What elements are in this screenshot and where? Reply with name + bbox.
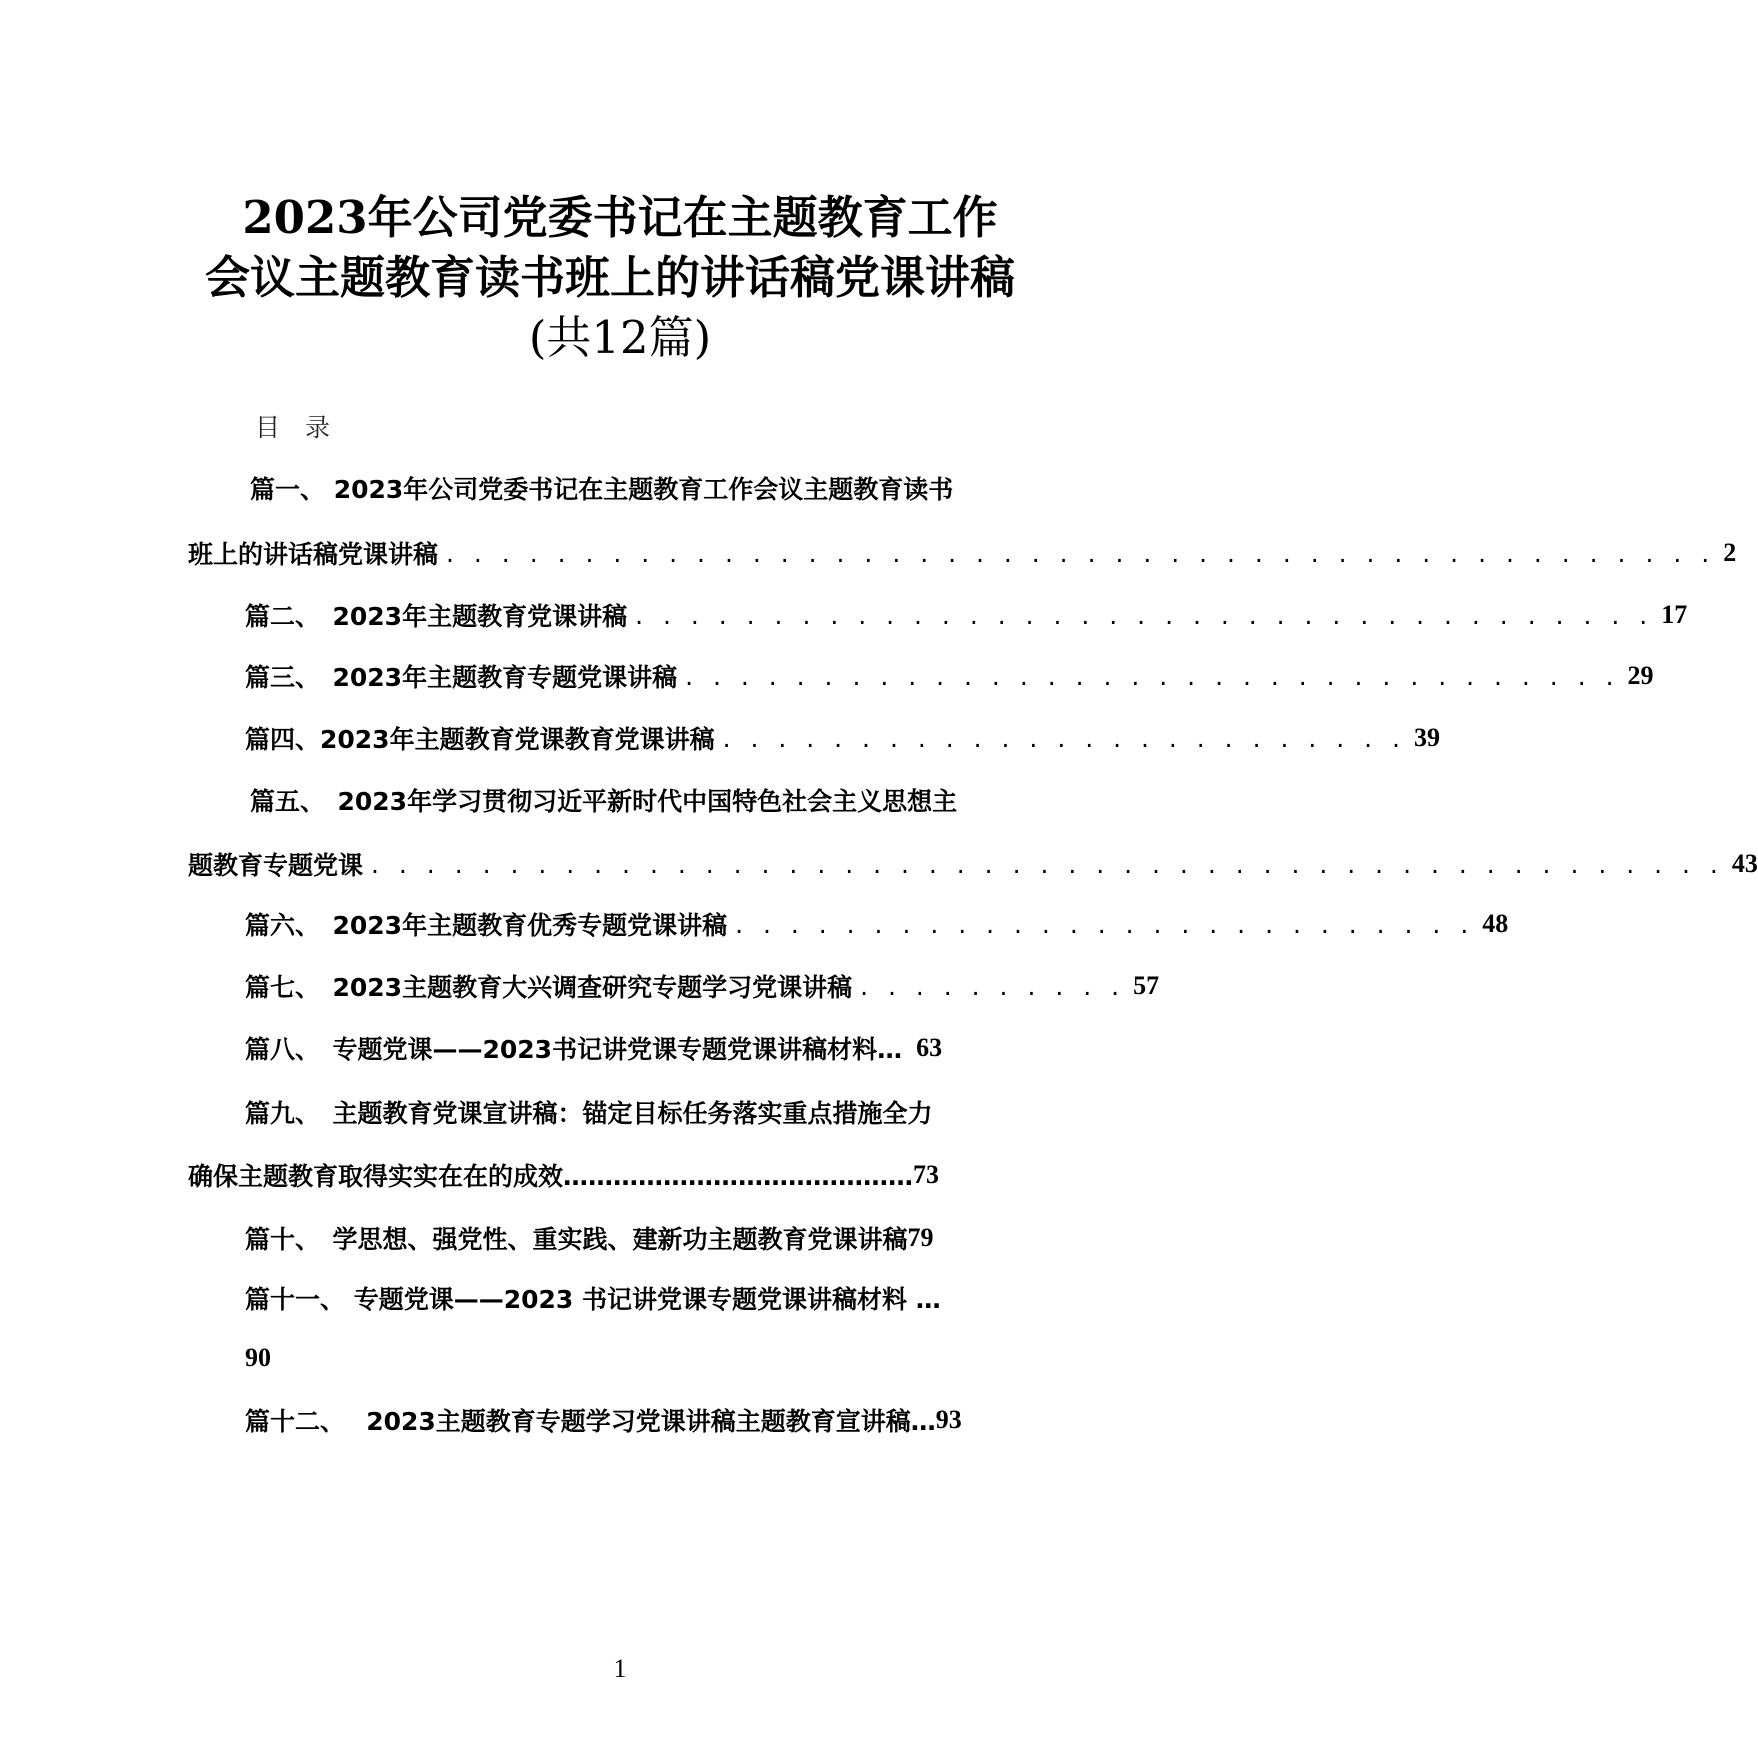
toc-entry-label: 篇十一、 专题党课——2023 书记讲党课专题党课讲稿材料 …	[245, 1285, 941, 1314]
toc-entry-label: 篇五、 2023年学习贯彻习近平新时代中国特色社会主义思想主	[250, 787, 958, 816]
toc-entry-label: 篇十二、 2023主题教育专题学习党课讲稿主题教育宣讲稿…	[245, 1407, 936, 1436]
toc-page-number: 29	[1627, 661, 1654, 690]
toc-entry-1-line-2[interactable]	[188, 535, 1737, 571]
toc-entry-3[interactable]	[245, 658, 1654, 694]
toc-entry-label: 篇八、 专题党课——2023书记讲党课专题党课讲稿材料…	[245, 1035, 903, 1064]
toc-entry-label: 篇二、 2023年主题教育党课讲稿	[245, 602, 628, 631]
toc-entry-11-line-2[interactable]	[245, 1340, 445, 1376]
toc-page-number: 48	[1482, 909, 1509, 938]
toc-leader-dots: . . . . . . . . . . . . . . . . . . . . . . . . . . . . . . . . . . . . .	[635, 600, 1654, 630]
toc-entry-label: 篇一、 2023年公司党委书记在主题教育工作会议主题教育读书	[250, 475, 954, 504]
toc-page-number: 79	[907, 1223, 934, 1252]
toc-page-number: 63	[916, 1033, 943, 1062]
toc-entry-label: 篇十、 学思想、强党性、重实践、建新功主题教育党课讲稿	[245, 1225, 908, 1254]
toc-entry-8[interactable]	[245, 1030, 1045, 1066]
toc-page-number: 39	[1414, 723, 1440, 752]
toc-entry-5-line-1[interactable]	[250, 782, 1050, 818]
toc-entry-7[interactable]	[245, 968, 1160, 1004]
toc-entry-5-line-2[interactable]	[188, 846, 1758, 882]
page-number-footer: 1	[613, 1654, 627, 1683]
toc-entry-6[interactable]	[245, 906, 1509, 942]
toc-entry-9-line-1[interactable]	[245, 1094, 1045, 1130]
toc-page-number: 57	[1133, 971, 1160, 1000]
toc-page-number: 73	[913, 1160, 940, 1189]
toc-entry-label: 篇六、 2023年主题教育优秀专题党课讲稿	[245, 911, 728, 940]
document-title-line-3: (共12篇)	[528, 311, 712, 364]
document-title-line-2: 会议主题教育读书班上的讲话稿党课讲稿	[204, 251, 1015, 304]
toc-entry-11-line-1[interactable]	[245, 1280, 1065, 1316]
toc-leader-dots: . . . . . . . . . . . . . . . . . . . . . . . . . . . . . . . . . . . . . . . . . . . . . .	[446, 538, 1716, 568]
toc-leader-dots: . . . . . . . . . . . . . . . . . . . . . . . . . . .	[735, 909, 1475, 939]
toc-entry-label: 班上的讲话稿党课讲稿	[188, 540, 439, 569]
toc-page-number: 17	[1661, 600, 1688, 629]
toc-heading: 目 录	[255, 413, 331, 442]
toc-page-number: 90	[245, 1343, 271, 1372]
toc-entry-4[interactable]	[245, 720, 1440, 756]
toc-leader-dots: . . . . . . . . . . . . . . . . . . . . . . . . . . . . . . . . . .	[685, 661, 1620, 691]
toc-page-number: 2	[1723, 538, 1737, 567]
toc-entry-label: 确保主题教育取得实实在在的成效……………………………………	[188, 1162, 914, 1191]
toc-leader-dots: . . . . . . . . . . . . . . . . . . . . . . . . . . . . . . . . . . . . . . . . . . . . . . . . .	[371, 849, 1724, 879]
toc-page-number: 93	[935, 1405, 962, 1434]
toc-entry-12[interactable]	[245, 1402, 1065, 1438]
toc-leader-dots: . . . . . . . . . .	[860, 971, 1126, 1001]
toc-entry-9-line-2[interactable]	[188, 1157, 1038, 1193]
toc-entry-2[interactable]	[245, 597, 1688, 633]
toc-entry-label: 篇七、 2023主题教育大兴调查研究专题学习党课讲稿	[245, 973, 853, 1002]
document-title-line-1: 2023年公司党委书记在主题教育工作	[242, 191, 998, 244]
toc-entry-label: 篇四、2023年主题教育党课教育党课讲稿	[245, 725, 715, 754]
toc-entry-label: 篇三、 2023年主题教育专题党课讲稿	[245, 663, 678, 692]
toc-entry-1-line-1[interactable]	[250, 470, 1050, 506]
toc-leader-dots: . . . . . . . . . . . . . . . . . . . . . . . . .	[722, 723, 1406, 753]
toc-page-number: 43	[1731, 849, 1758, 878]
toc-entry-label: 篇九、 主题教育党课宣讲稿：锚定目标任务落实重点措施全力	[245, 1099, 933, 1128]
toc-entry-label: 题教育专题党课	[188, 851, 364, 880]
toc-entry-10[interactable]	[245, 1220, 1065, 1256]
